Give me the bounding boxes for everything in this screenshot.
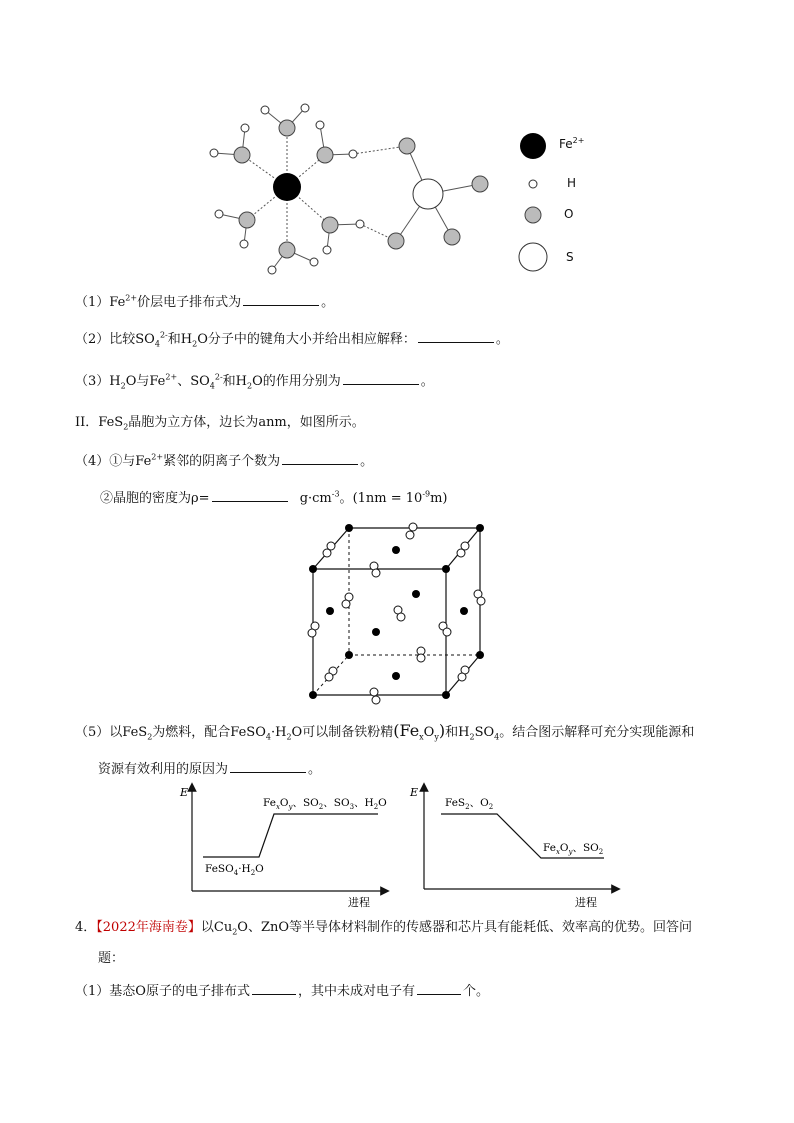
question-4-next-part-1: （1）基态O原子的电子排布式 ，其中未成对电子有 个。 xyxy=(75,984,489,999)
axis-y-label: E xyxy=(410,786,419,799)
energy-chart-right xyxy=(405,780,625,910)
part-ii-intro: II．FeS$_2$晶胞为立方体，边长为anm，如图所示。 xyxy=(75,415,365,432)
question-4-part-1: （4）①与$Fe^{2+}$紧邻的阴离子个数为 。 xyxy=(75,452,374,469)
hydrate-structure-diagram xyxy=(195,95,505,280)
source-tag: 【2022年海南卷】 xyxy=(96,920,201,935)
answer-blank[interactable] xyxy=(230,760,306,773)
low-state-label: $Fe_xO_y$、$SO_2$ xyxy=(543,842,604,856)
axis-y-label: E xyxy=(180,786,189,799)
axis-x-label: 进程 xyxy=(348,896,370,909)
answer-blank[interactable] xyxy=(282,452,358,465)
question-4-part-2: ②晶胞的密度为$\rho= g\cdot cm^{-3}$。$(1nm = 10^{-9}m)$ xyxy=(100,489,448,506)
energy-chart-left xyxy=(175,780,395,910)
legend-symbols xyxy=(515,128,555,273)
question-2: （2）比较$SO_4^{2-}$和$H_2O$分子中的键角大小并给出相应解释： 。 xyxy=(75,330,509,349)
question-3: $(3)H_2O$与$Fe^{2+}$、$SO_4^{2-}$和$H_2O$的作用分别为 。 xyxy=(75,372,434,391)
answer-blank[interactable] xyxy=(417,982,461,995)
fes2-unit-cell-diagram xyxy=(300,515,500,710)
high-state-label: FeS$_2$、$O_2$ xyxy=(445,797,494,811)
question-4-next-continued: 题： xyxy=(98,951,125,966)
legend-s-label: S xyxy=(566,250,574,264)
legend-fe-label: $Fe^{2+}$ xyxy=(559,136,585,151)
question-4-next: 4．【2022年海南卷】以$Cu_2O$、ZnO等半导体材料制作的传感器和芯片具有能耗低、效率高的优势。回答问 xyxy=(75,920,693,937)
question-1: $(1)Fe^{2+}$价层电子排布式为 。 xyxy=(75,293,335,310)
question-5-continued: 资源有效利用的原因为 。 xyxy=(98,762,322,777)
legend-h-label: H xyxy=(567,176,577,190)
legend-o-label: O xyxy=(564,207,574,221)
answer-blank[interactable] xyxy=(343,372,419,385)
answer-blank[interactable] xyxy=(212,489,288,502)
question-5: （5）以FeS$_2$为燃料，配合$FeSO_4\cdot H_2O$可以制备铁粉精$(Fe_xO_y)$和$H_2SO_4$。结合图示解释可充分实现能源和 xyxy=(75,721,695,742)
answer-blank[interactable] xyxy=(418,330,494,343)
answer-blank[interactable] xyxy=(243,293,319,306)
axis-x-label: 进程 xyxy=(575,896,597,909)
low-state-label: $FeSO_4\cdot H_2O$ xyxy=(205,863,264,877)
high-state-label: $Fe_xO_y$、$SO_2$、$SO_3$、$H_2O$ xyxy=(263,797,387,811)
answer-blank[interactable] xyxy=(252,982,296,995)
